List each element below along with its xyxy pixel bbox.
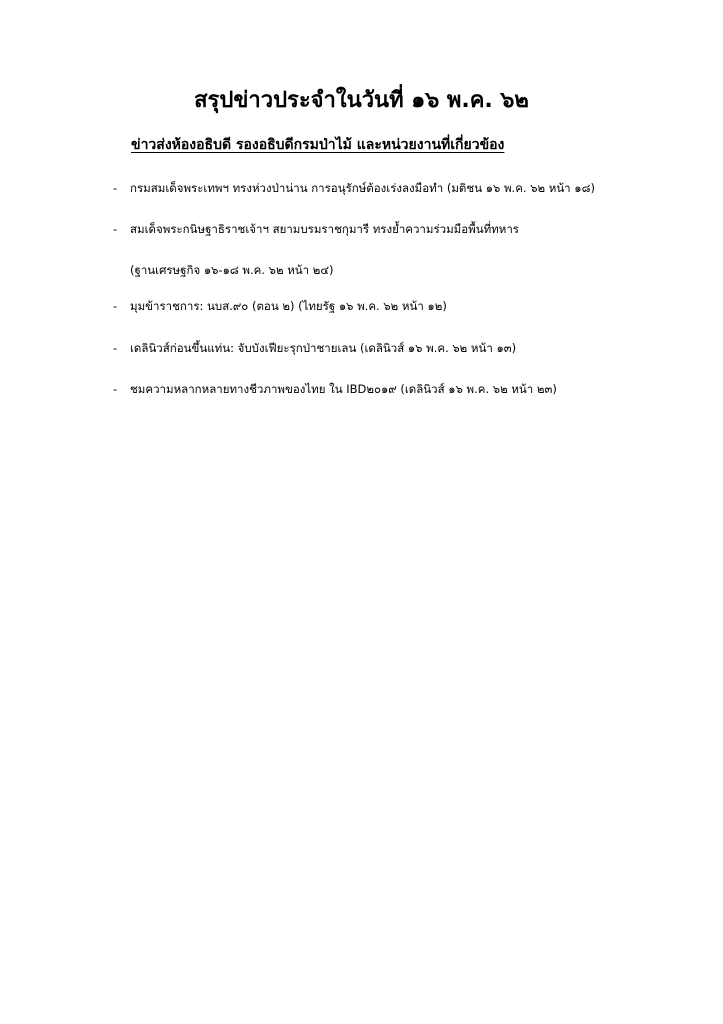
list-item-continuation: (ฐานเศรษฐกิจ ๑๖-๑๘ พ.ค. ๖๒ หน้า ๒๔) bbox=[130, 263, 334, 277]
page-title: สรุปข่าวประจำในวันที่ ๑๖ พ.ค. ๖๒ bbox=[194, 88, 529, 113]
list-item-text: เดลินิวส์ก่อนขึ้นแท่น: จับบังเฟียะรุกป่าชายเลน (เดลินิวส์ ๑๖ พ.ค. ๖๒ หน้า ๑๓) bbox=[130, 341, 517, 355]
bullet-dash: - bbox=[113, 341, 118, 355]
bullet-dash: - bbox=[113, 382, 118, 396]
list-item-text: มุมข้าราชการ: นบส.๙๐ (ตอน ๒) (ไทยรัฐ ๑๖ พ.ค. ๖๒ หน้า ๑๒) bbox=[130, 299, 447, 313]
list-item bbox=[113, 180, 595, 198]
list-item-text: สมเด็จพระกนิษฐาธิราชเจ้าฯ สยามบรมราชกุมารี ทรงย้ำความร่วมมือพื้นที่ทหาร bbox=[130, 222, 519, 236]
list-item bbox=[113, 340, 516, 358]
bullet-dash: - bbox=[113, 181, 118, 195]
bullet-dash: - bbox=[113, 299, 118, 313]
list-item bbox=[113, 298, 447, 316]
section-heading: ข่าวส่งห้องอธิบดี รองอธิบดีกรมป่าไม้ และหน่วยงานที่เกี่ยวข้อง bbox=[131, 137, 505, 153]
list-item bbox=[113, 221, 519, 239]
bullet-dash: - bbox=[113, 222, 118, 236]
list-item bbox=[113, 381, 557, 399]
list-item-text: กรมสมเด็จพระเทพฯ ทรงห่วงป่าน่าน การอนุรักษ์ต้องเร่งลงมือทำ (มติชน ๑๖ พ.ค. ๖๒ หน้า ๑๘) bbox=[130, 181, 595, 195]
list-item-text: ชมความหลากหลายทางชีวภาพของไทย ใน IBD๒๐๑๙ (เดลินิวส์ ๑๖ พ.ค. ๖๒ หน้า ๒๓) bbox=[130, 382, 557, 396]
